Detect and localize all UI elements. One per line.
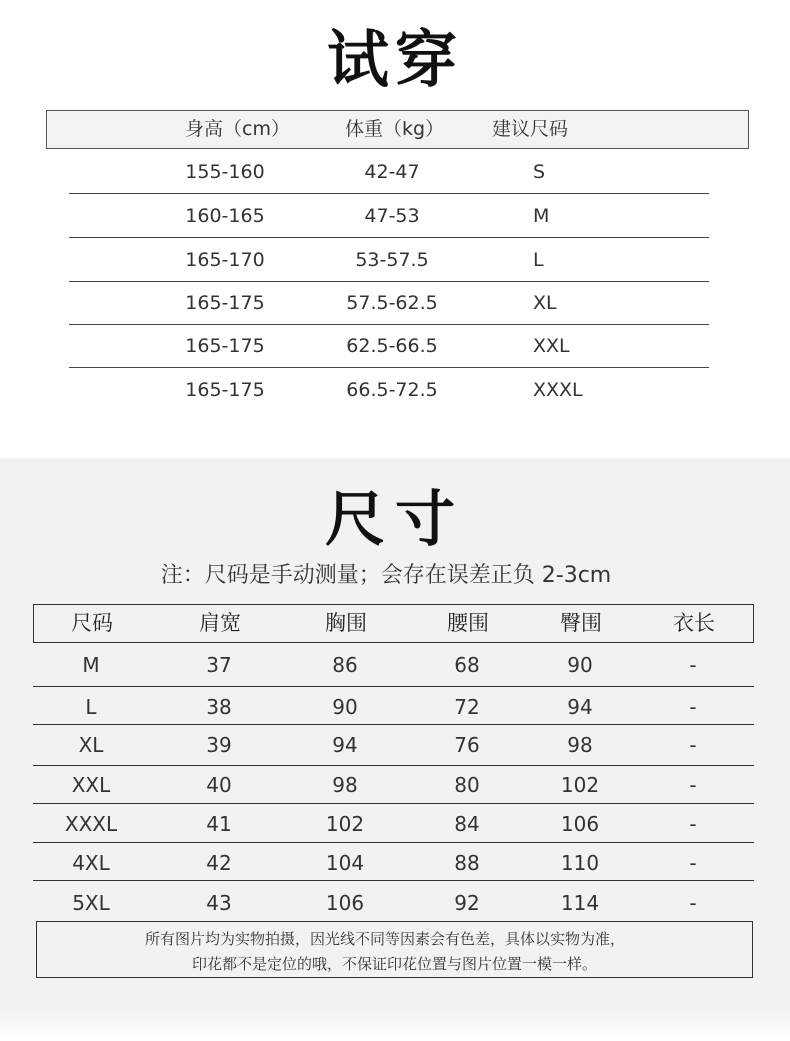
size-cell: 37 xyxy=(206,653,232,677)
fit-table-row xyxy=(69,238,709,282)
fit-cell-height: 165-175 xyxy=(185,335,265,357)
fit-cell-height: 165-175 xyxy=(185,292,265,314)
size-cell: L xyxy=(85,695,97,719)
size-table-row xyxy=(33,687,754,725)
size-cell: - xyxy=(689,695,697,719)
size-title: 尺寸 xyxy=(325,485,465,555)
size-cell: 94 xyxy=(567,695,593,719)
size-cell: 92 xyxy=(454,891,480,915)
size-header-chest: 胸围 xyxy=(325,611,367,635)
size-cell: XXL xyxy=(71,773,111,797)
size-cell: 98 xyxy=(567,733,593,757)
size-cell: 102 xyxy=(325,812,365,836)
fit-title: 试穿 xyxy=(326,23,463,96)
size-cell: XXXL xyxy=(64,812,118,836)
size-cell: 114 xyxy=(560,891,600,915)
measurement-note: 注：尺码是手动测量；会存在误差正负 2-3cm xyxy=(160,563,612,588)
fit-cell-size: S xyxy=(533,161,546,183)
fit-cell-size: XXL xyxy=(533,335,570,357)
size-cell: 72 xyxy=(454,695,480,719)
disclaimer-box xyxy=(36,921,753,978)
size-cell: 106 xyxy=(560,812,600,836)
fit-header-size: 建议尺码 xyxy=(492,118,569,140)
size-table-row xyxy=(33,725,754,766)
fit-table-row xyxy=(69,324,709,368)
size-cell: 38 xyxy=(206,695,232,719)
fit-header-height: 身高（cm） xyxy=(185,118,290,140)
fit-cell-weight: 53-57.5 xyxy=(355,249,429,271)
size-cell: 5XL xyxy=(72,891,110,915)
size-cell: 106 xyxy=(325,891,365,915)
size-cell: 41 xyxy=(206,812,232,836)
size-cell: 90 xyxy=(332,695,358,719)
fit-cell-weight: 42-47 xyxy=(364,161,420,183)
size-cell: 42 xyxy=(206,851,232,875)
size-header-waist: 腰围 xyxy=(447,611,489,635)
size-cell: 80 xyxy=(454,773,480,797)
size-cell: - xyxy=(689,773,697,797)
size-cell: - xyxy=(689,891,697,915)
size-cell: 88 xyxy=(454,851,480,875)
size-cell: 94 xyxy=(332,733,358,757)
fit-table-header xyxy=(46,110,749,149)
size-table-row xyxy=(33,804,754,843)
size-cell: M xyxy=(82,653,100,677)
fit-cell-weight: 47-53 xyxy=(364,205,420,227)
size-table-row xyxy=(33,843,754,881)
fit-table-row xyxy=(69,150,709,194)
fit-table-row xyxy=(69,281,709,325)
size-header-size: 尺码 xyxy=(71,611,113,635)
fit-cell-height: 165-170 xyxy=(185,249,265,271)
fit-cell-weight: 57.5-62.5 xyxy=(346,292,438,314)
size-cell: 39 xyxy=(206,733,232,757)
fit-cell-height: 165-175 xyxy=(185,379,265,401)
size-cell: 68 xyxy=(454,653,480,677)
size-cell: 76 xyxy=(454,733,480,757)
size-header-length: 衣长 xyxy=(673,611,715,635)
size-cell: - xyxy=(689,733,697,757)
size-cell: 90 xyxy=(567,653,593,677)
size-cell: 102 xyxy=(560,773,600,797)
fit-table-row xyxy=(69,368,709,412)
fit-header-weight: 体重（kg） xyxy=(345,118,445,140)
size-cell: 86 xyxy=(332,653,358,677)
size-table-row xyxy=(33,766,754,804)
size-header-shoulder: 肩宽 xyxy=(199,611,241,635)
size-table-row xyxy=(33,644,754,687)
fit-cell-size: XL xyxy=(533,292,557,314)
fit-cell-size: M xyxy=(533,205,550,227)
size-header-hip: 臀围 xyxy=(560,611,602,635)
fit-cell-height: 160-165 xyxy=(185,205,265,227)
size-cell: 84 xyxy=(454,812,480,836)
fit-table-row xyxy=(69,194,709,238)
size-cell: 98 xyxy=(332,773,358,797)
size-table-row xyxy=(33,881,754,921)
size-cell: XL xyxy=(78,733,104,757)
fit-cell-size: L xyxy=(533,249,544,271)
size-cell: 110 xyxy=(560,851,600,875)
size-cell: 40 xyxy=(206,773,232,797)
size-table-header xyxy=(33,604,754,643)
size-cell: 4XL xyxy=(72,851,110,875)
size-cell: - xyxy=(689,812,697,836)
fit-cell-height: 155-160 xyxy=(185,161,265,183)
size-cell: 104 xyxy=(325,851,365,875)
fit-cell-weight: 62.5-66.5 xyxy=(346,335,438,357)
bottom-fade xyxy=(0,1008,790,1041)
disclaimer-line-1: 所有图片均为实物拍摄，因光线不同等因素会有色差，具体以实物为准， xyxy=(145,930,626,948)
size-cell: 43 xyxy=(206,891,232,915)
size-cell: - xyxy=(689,653,697,677)
fit-cell-weight: 66.5-72.5 xyxy=(346,379,438,401)
size-cell: - xyxy=(689,851,697,875)
fit-cell-size: XXXL xyxy=(533,379,583,401)
disclaimer-line-2: 印花都不是定位的哦，不保证印花位置与图片位置一模一样。 xyxy=(192,955,598,973)
